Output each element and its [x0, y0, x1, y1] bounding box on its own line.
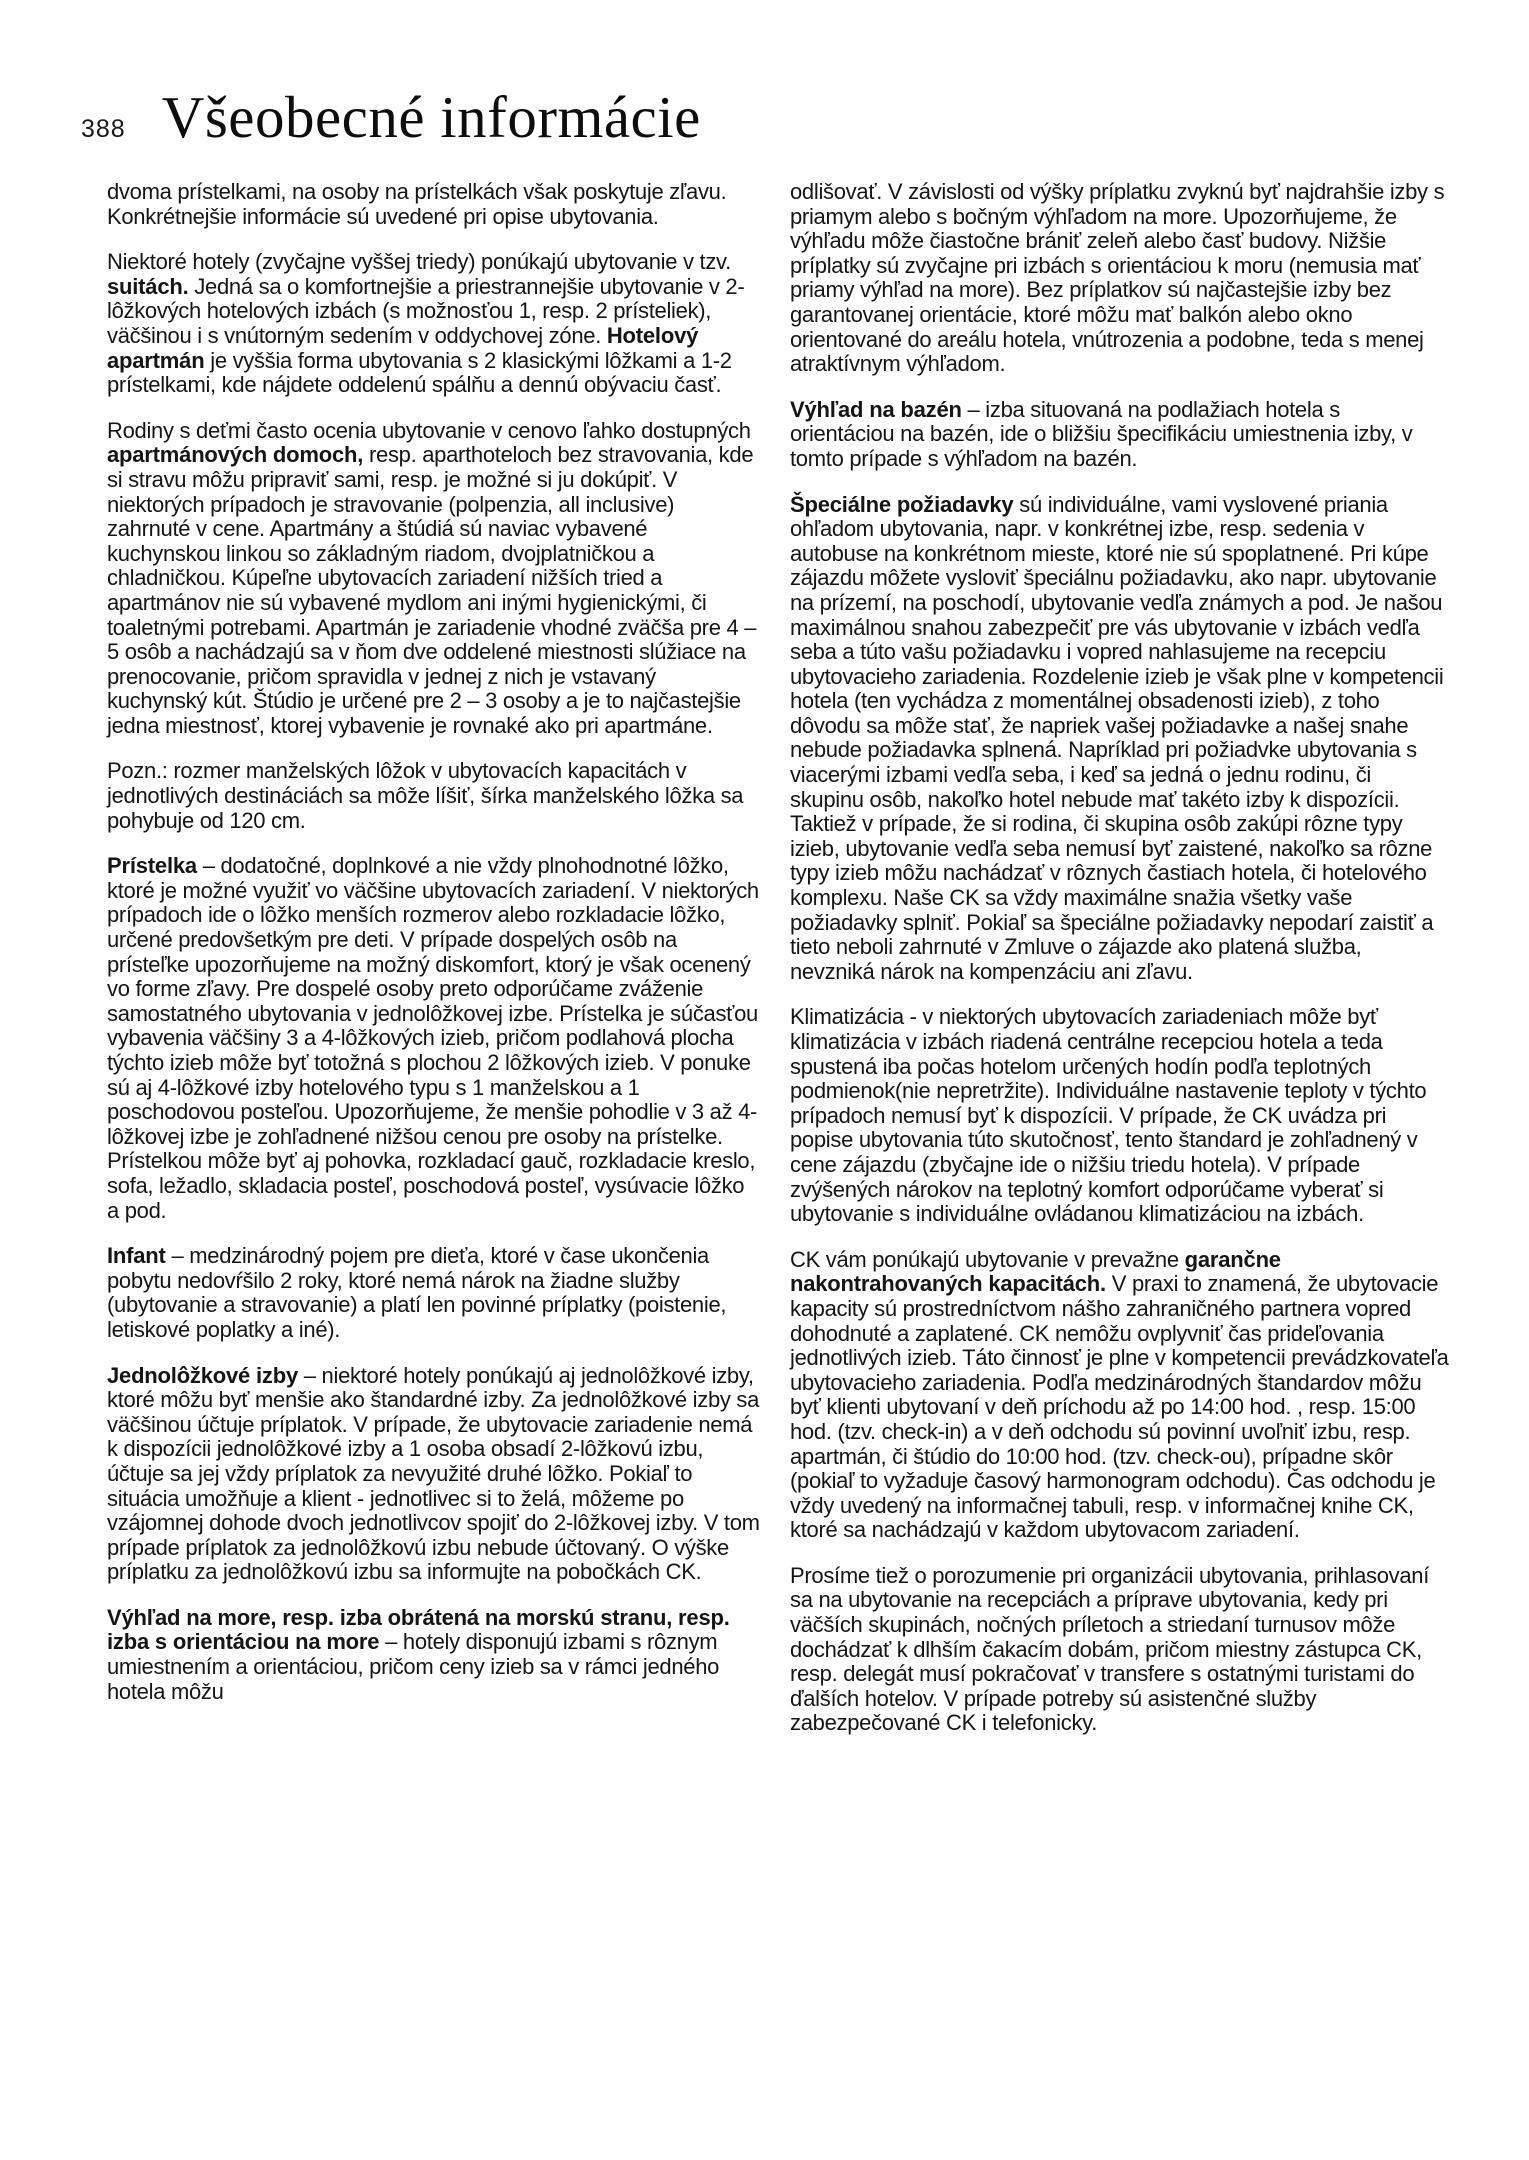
content-area — [107, 180, 1450, 1757]
bold-run: garančne nakontrahovaných kapacitách. — [790, 1246, 1281, 1297]
text-run: Klimatizácia - v niektorých ubytovacích zariadeniach môže byť klimatizácia v izbách riadená centrálne recepciou hotela a teda spustená iba počas hotelom určených hodín podľa teplotných podmienok(nie nepretržite). Individuálne nastavenie teploty v týchto prípadoch nemusí byť k dispozícii. V prípade, že CK uvádza pri popise ubytovania túto skutočnosť, tento štandard je zohľadnený v cene zájazdu (zbyčajne ide o nižšiu triedu hotela). V prípade zvýšených nárokov na teplotný komfort odporúčame vyberať si ubytovanie s individuálne ovládanou klimatizáciou na izbách. — [790, 1004, 1427, 1227]
bold-run: Výhľad na more, resp. izba obrátená na morskú stranu, resp. izba s orientáciou na more — [107, 1604, 730, 1655]
bold-run: Špeciálne požiadavky — [790, 491, 1014, 517]
bold-run: Výhľad na bazén — [790, 396, 962, 422]
text-run: – dodatočné, doplnkové a nie vždy plnohodnotné lôžko, ktoré je možné využiť vo väčšine ubytovacích zariadení. V niektorých prípadoch ide o lôžko menších rozmerov alebo rozkladacie lôžko, určené predovšetkým pre deti. V prípade dospelých osôb na prísteľke upozorňujeme na možný diskomfort, ktorý je však ocenený vo forme zľavy. Pre dospelé osoby preto odporúčame zváženie samostatného ubytovania v jednolôžkovej izbe. Prístelka je súčasťou vybavenia väčšiny 3 a 4-lôžkových izieb, pričom podlahová plocha týchto izieb môže byť totožná s plochou 2 lôžkových izieb. V ponuke sú aj 4-lôžkové izby hotelového typu s 1 manželskou a 1 poschodovou posteľou. Upozorňujeme, že menšie pohodlie v 3 až 4-lôžkovej izbe je zohľadnené nižšou cenou pre osoby na prístelke. Prístelkou môže byť aj pohovka, rozkladací gauč, rozkladacie kreslo, sofa, ležadlo, skladacia posteľ, poschodová posteľ, vysúvacie lôžko a pod. — [107, 853, 759, 1223]
bold-run: suitách. — [107, 273, 189, 299]
paragraph — [790, 493, 1450, 985]
paragraph — [107, 854, 760, 1223]
text-run: Pozn.: rozmer manželských lôžok v ubytovacích kapacitách v jednotlivých destináciách sa môže líšiť, šírka manželského lôžka sa pohybuje od 120 cm. — [107, 758, 744, 833]
text-run: je vyššia forma ubytovania s 2 klasickými lôžkami a 1-2 prístelkami, kde nájdete oddelenú spálňu a dennú obývaciu časť. — [107, 347, 732, 398]
text-run: – hotely disponujú izbami s rôznym umiestnením a orientáciou, pričom ceny izieb sa v rámci jedného hotela môžu — [107, 1629, 720, 1704]
text-run: sú individuálne, vami vyslovené priania ohľadom ubytovania, napr. v konkrétnej izbe, resp. sedenia v autobuse na konkrétnom mieste, ktoré nie sú spoplatnené. Pri kúpe zájazdu môžete vysloviť špeciálnu požiadavku, ako napr. ubytovanie na prízemí, na poschodí, ubytovanie vedľa známych a pod. Je našou maximálnou snahou zabezpečiť pre vás ubytovanie v izbách vedľa seba a túto vašu požiadavku i vopred nahlasujeme na recepciu ubytovacieho zariadenia. Rozdelenie izieb je však plne v kompetencii hotela (ten vychádza z momentálnej obsadenosti izieb), z toho dôvodu sa môže stať, že napriek vašej požiadavke a našej snahe nebude požiadavka splnená. Napríklad pri požiadvke ubytovania s viacerými izbami vedľa seba, i keď sa jedná o jednu rodinu, či skupinu osôb, nakoľko hotel nebude mať takéto izby k dispozícii. Taktiež v prípade, že si rodina, či skupina osôb zakúpi rôzne typy izieb, ubytovanie vedľa seba nemusí byť zaistené, nakoľko sa rôzne typy izieb môžu nachádzať v rôznych častiach hotela, či hotelového komplexu. Naše CK sa vždy maximálne snažia všetky vaše požiadavky splniť. Pokiaľ sa špeciálne požiadavky nepodarí zaistiť a tieto neboli zahrnuté v Zmluve o zájazde ako platená služba, nevzniká nárok na kompenzáciu ani zľavu. — [790, 491, 1444, 984]
text-run: CK vám ponúkajú ubytovanie v prevažne — [790, 1246, 1185, 1272]
text-run: V praxi to znamená, že ubytovacie kapacity sú prostredníctvom nášho zahraničného partnera vopred dohodnuté a zaplatené. CK nemôžu ovplyvniť čas prideľovania jednotlivých izieb. Táto činnosť je plne v kompetencii prevádzkovateľa ubytovacieho zariadenia. Podľa medzinárodných štandardov môžu byť klienti ubytovaní v deň príchodu až po 14:00 hod. , resp. 15:00 hod. (tzv. check-in) a v deň odchodu sú povinní uvoľniť izbu, resp. apartmán, či štúdio do 10:00 hod. (tzv. check-ou), prípadne skôr (pokiaľ to vyžaduje časový harmonogram odchodu). Čas odchodu je vždy uvedený na informačnej tabuli, resp. v informačnej knihe CK, ktoré sa nachádzajú v každom ubytovacom zariadení. — [790, 1271, 1449, 1543]
text-run: odlišovať. V závislosti od výšky príplatku zvyknú byť najdrahšie izby s priamym alebo s bočným výhľadom na more. Upozorňujeme, že výhľadu môže čiastočne brániť zeleň alebo časť budovy. Nižšie príplatky sú zvyčajne pri izbách s orientáciou k moru (nemusia mať priamy výhľad na more). Bez príplatkov sú najčastejšie izby bez garantovanej orientácie, ktoré môžu mať balkón alebo okno orientované do areálu hotela, vnútrozenia a podobne, teda s menej atraktívnym výhľadom. — [790, 179, 1445, 377]
bold-run: Infant — [107, 1243, 166, 1269]
paragraph — [790, 1564, 1450, 1736]
paragraph — [107, 1364, 760, 1585]
text-run: – medzinárodný pojem pre dieťa, ktoré v čase ukončenia pobytu nedovŕšilo 2 roky, ktoré nemá nárok na žiadne služby (ubytovanie a stravovanie) a platí len povinné príplatky (poistenie, letiskové poplatky a iné). — [107, 1243, 727, 1342]
paragraph — [107, 250, 760, 398]
paragraph — [790, 1005, 1450, 1226]
bold-run: Jednolôžkové izby — [107, 1362, 298, 1388]
bold-run: Prístelka — [107, 853, 197, 879]
text-run: Prosíme tiež o porozumenie pri organizácii ubytovania, prihlasovaní sa na ubytovanie na recepciách a príprave ubytovania, kedy pri väčších skupinách, nočných príletoch a striedaní turnusov môže dochádzať k dlhším čakacím dobám, pričom miestny zástupca CK, resp. delegát musí pokračovať v transfere s ostatnými turistami do ďalších hotelov. V prípade potreby sú asistenčné služby zabezpečované CK i telefonicky. — [790, 1562, 1430, 1736]
text-run: Rodiny s deťmi často ocenia ubytovanie v cenovo ľahko dostupných — [107, 417, 751, 443]
page-number: 388 — [81, 115, 126, 143]
bold-run: Hotelový apartmán — [107, 322, 699, 373]
paragraph — [107, 759, 760, 833]
text-run: Jedná sa o komfortnejšie a priestrannejšie ubytovanie v 2-lôžkových hotelových izbách (s možnosťou 1, resp. 2 prísteliek), väčšinou i s vnútorným sedením v oddychovej zóne. — [107, 273, 745, 348]
text-run: resp. aparthoteloch bez stravovania, kde si stravu môžu pripraviť sami, resp. je možné si ju dokúpiť. V niektorých prípadoch je stravovanie (polpenzia, all inclusive) zahrnuté v cene. Apartmány a štúdiá sú naviac vybavené kuchynskou linkou so základným riadom, dvojplatničkou a chladničkou. Kúpeľne ubytovacích zariadení nižších tried a apartmánov nie sú vybavené mydlom ani inými hygienickými, či toaletnými potrebami. Apartmán je zariadenie vhodné zväčša pre 4 – 5 osôb a nachádzajú sa v ňom dve oddelené miestnosti slúžiace na prenocovanie, pričom spravidla v jednej z nich je vstavaný kuchynský kút. Štúdio je určené pre 2 – 3 osoby a je to najčastejšie jedna miestnosť, ktorej vybavenie je rovnaké ako pri apartmáne. — [107, 442, 757, 738]
text-run: – niektoré hotely ponúkajú aj jednolôžkové izby, ktoré môžu byť menšie ako štandardné izby. Za jednolôžkové izby sa väčšinou účtuje príplatok. V prípade, že ubytovacie zariadenie nemá k dispozícii jednolôžkové izby a 1 osoba obsadí 2-lôžkovú izbu, účtuje sa jej vždy príplatok za nevyužité druhé lôžko. Pokiaľ to situácia umožňuje a klient - jednotlivec si to želá, môžeme po vzájomnej dohode dvoch jednotlivcov spojiť do 2-lôžkovej izby. V tom prípade príplatok za jednolôžkovú izbu nebude účtovaný. O výške príplatku za jednolôžkovú izbu sa informujte na pobočkách CK. — [107, 1362, 760, 1585]
paragraph — [790, 180, 1450, 377]
paragraph — [107, 1244, 760, 1342]
paragraph — [790, 1248, 1450, 1543]
paragraph — [107, 1606, 760, 1704]
paragraph — [790, 398, 1450, 472]
text-run: – izba situovaná na podlažiach hotela s orientáciou na bazén, ide o bližšiu špecifikáciu umiestnenia izby, v tomto prípade s výhľadom na bazén. — [790, 396, 1413, 471]
text-run: dvoma prístelkami, na osoby na prístelkách však poskytuje zľavu. Konkrétnejšie informácie sú uvedené pri opise ubytovania. — [107, 179, 727, 229]
paragraph — [107, 419, 760, 739]
left-column — [107, 180, 760, 1757]
text-run: Niektoré hotely (zvyčajne vyššej triedy) ponúkajú ubytovanie v tzv. — [107, 249, 731, 275]
page-header — [81, 84, 701, 150]
paragraph — [107, 180, 760, 229]
bold-run: apartmánových domoch, — [107, 442, 364, 468]
right-column — [790, 180, 1450, 1757]
page-title: Všeobecné informácie — [161, 84, 701, 150]
